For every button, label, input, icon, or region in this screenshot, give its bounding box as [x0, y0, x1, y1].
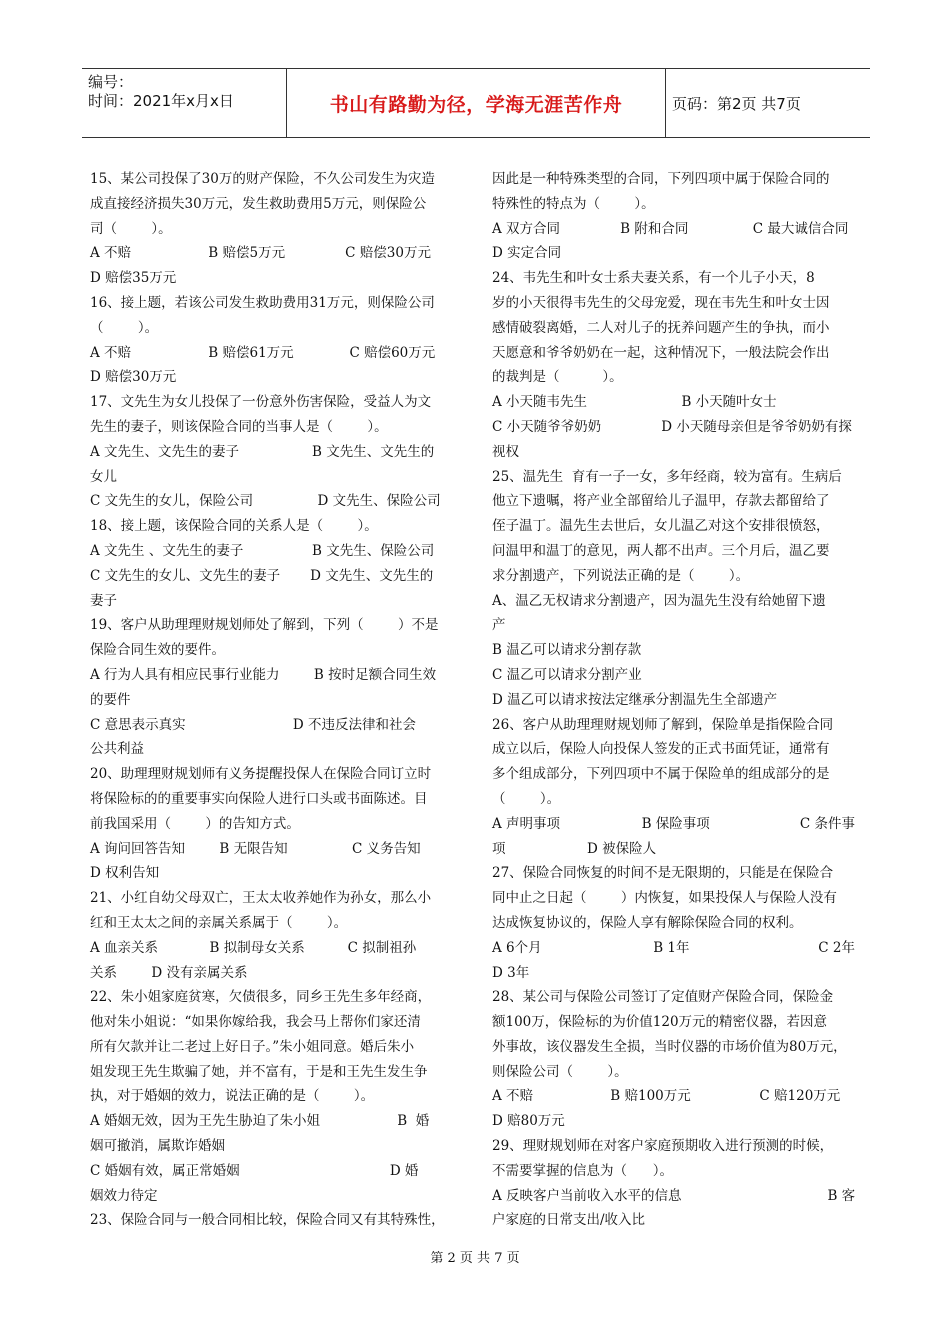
- text-line: 外事故，该仪器发生全损，当时仪器的市场价值为80万元，: [492, 1038, 847, 1055]
- text-line: 产: [492, 617, 506, 634]
- document-number: 编号：: [88, 73, 134, 91]
- header-info: [82, 69, 287, 137]
- text-line: 21、小红自幼父母双亡，王太太收养她作为孙女，那么小: [90, 890, 432, 907]
- text-line: A 小天随韦先生 B 小天随叶女士: [492, 394, 777, 411]
- text-line: 因此是一种特殊类型的合同，下列四项中属于保险合同的: [492, 171, 830, 187]
- document-date: 时间：2021年x月x日: [88, 92, 234, 110]
- text-line: 视权: [492, 443, 519, 460]
- text-line: 17、文先生为女儿投保了一份意外伤害保险，受益人为文: [90, 394, 432, 411]
- text-line: 姻可撤消，属欺诈婚姻: [90, 1138, 225, 1155]
- text-line: B 温乙可以请求分割存款: [492, 642, 642, 659]
- text-line: A 询问回答告知 B 无限告知 C 义务告知: [90, 840, 421, 857]
- text-line: C 文先生的女儿，保险公司 D 文先生、保险公司: [90, 493, 441, 510]
- text-line: （ ）。: [90, 319, 159, 336]
- text-line: 先生的妻子，则该保险合同的当事人是（ ）。: [90, 418, 388, 435]
- text-line: D 3年: [492, 964, 530, 981]
- text-line: 司（ ）。: [90, 220, 172, 237]
- text-line: D 实定合同: [492, 245, 562, 262]
- header-page-number: 页码：第2页 共7页: [672, 94, 801, 113]
- text-line: C 小天随爷爷奶奶 D 小天随母亲但是爷爷奶奶有探: [492, 418, 852, 435]
- text-line: 妻子: [90, 592, 117, 609]
- text-line: C 意思表示真实 D 不违反法律和社会: [90, 716, 417, 733]
- text-line: 15、某公司投保了30万的财产保险，不久公司发生为灾造: [90, 171, 435, 187]
- text-line: D 赔偿35万元: [90, 270, 177, 287]
- text-line: A 反映客户当前收入水平的信息 B 客: [492, 1187, 856, 1204]
- text-line: A 婚姻无效，因为王先生胁迫了朱小姐 B 婚: [90, 1113, 430, 1130]
- right-column: [492, 167, 864, 1233]
- text-line: 成直接经济损失30万元，发生救助费用5万元，则保险公: [90, 195, 427, 212]
- text-line: 则保险公司（ ）。: [492, 1063, 628, 1080]
- text-line: A 文先生、文先生的妻子 B 文先生、文先生的: [90, 443, 435, 460]
- text-line: 姻效力待定: [90, 1187, 158, 1204]
- text-line: 16、接上题，若该公司发生救助费用31万元，则保险公司: [90, 294, 435, 311]
- text-line: A 文先生 、文先生的妻子 B 文先生、保险公司: [90, 542, 435, 559]
- text-line: 的裁判是（ ）。: [492, 369, 623, 386]
- text-line: D 赔80万元: [492, 1113, 565, 1130]
- text-line: 所有欠款并让二老过上好日子。”朱小姐同意。婚后朱小: [90, 1038, 415, 1055]
- text-line: 不需要掌握的信息为（ ）。: [492, 1162, 673, 1179]
- text-line: 保险合同生效的要件。: [90, 642, 225, 659]
- text-line: 18、接上题，该保险合同的关系人是（ ）。: [90, 518, 378, 535]
- text-line: A 声明事项 B 保险事项 C 条件事: [492, 815, 856, 832]
- text-line: 27、保险合同恢复的时间不是无限期的，只能是在保险合: [492, 865, 834, 882]
- text-line: 求分割遗产，下列说法正确的是（ ）。: [492, 567, 750, 584]
- text-line: 关系 D 没有亲属关系: [90, 964, 248, 981]
- text-line: （ ）。: [492, 790, 561, 807]
- left-column: [90, 167, 460, 1233]
- text-line: 22、朱小姐家庭贫寒，欠债很多，同乡王先生多年经商，: [90, 989, 432, 1006]
- text-line: 前我国采用（ ）的告知方式。: [90, 815, 300, 832]
- text-line: 23、保险合同与一般合同相比较，保险合同又有其特殊性，: [90, 1212, 445, 1229]
- text-line: 26、客户从助理理财规划师了解到，保险单是指保险合同: [492, 716, 834, 733]
- text-line: 特殊性的特点为（ ）。: [492, 195, 655, 212]
- text-line: 天愿意和爷爷奶奶在一起，这种情况下，一般法院会作出: [492, 344, 830, 361]
- text-line: 红和王太太之间的亲属关系属于（ ）。: [90, 914, 348, 931]
- text-line: 执，对于婚姻的效力，说法正确的是（ ）。: [90, 1088, 375, 1105]
- text-line: 公共利益: [90, 741, 144, 758]
- text-line: 项 D 被保险人: [492, 840, 657, 857]
- text-line: 岁的小天很得韦先生的父母宠爱，现在韦先生和叶女士因: [492, 294, 830, 311]
- text-line: 女儿: [90, 468, 117, 485]
- text-line: D 赔偿30万元: [90, 369, 177, 386]
- text-line: C 婚姻有效，属正常婚姻 D 婚: [90, 1162, 419, 1179]
- text-line: 户家庭的日常支出/收入比: [492, 1212, 646, 1229]
- text-line: A 双方合同 B 附和合同 C 最大诚信合同: [492, 220, 849, 237]
- text-line: 20、助理理财规划师有义务提醒投保人在保险合同订立时: [90, 766, 432, 783]
- text-line: 姐发现王先生欺骗了她，并不富有，于是和王先生发生争: [90, 1063, 428, 1080]
- text-line: 他对朱小姐说：“如果你嫁给我，我会马上帮你们家还清: [90, 1014, 421, 1031]
- text-line: D 温乙可以请求按法定继承分割温先生全部遗产: [492, 691, 778, 708]
- text-line: 28、某公司与保险公司签订了定值财产保险合同，保险金: [492, 989, 834, 1006]
- text-line: A 6个月 B 1年 C 2年: [492, 939, 855, 956]
- text-line: 额100万，保险标的为价值120万元的精密仪器，若因意: [492, 1014, 828, 1031]
- text-line: 侄子温丁。温先生去世后，女儿温乙对这个安排很愤怒，: [492, 518, 830, 535]
- text-line: 同中止之日起（ ）内恢复，如果投保人与保险人没有: [492, 890, 837, 907]
- text-line: C 温乙可以请求分割产业: [492, 666, 642, 683]
- text-line: C 文先生的女儿、文先生的妻子 D 文先生、文先生的: [90, 567, 434, 584]
- text-line: 将保险标的的重要事实向保险人进行口头或书面陈述。目: [90, 790, 428, 807]
- text-line: 多个组成部分，下列四项中不属于保险单的组成部分的是: [492, 766, 830, 783]
- text-line: A 不赔 B 赔偿61万元 C 赔偿60万元: [90, 344, 436, 361]
- text-line: 25、温先生 育有一子一女，多年经商，较为富有。生病后: [492, 468, 842, 485]
- text-line: A 行为人具有相应民事行业能力 B 按时足额合同生效: [90, 666, 437, 683]
- text-line: A、温乙无权请求分割遗产，因为温先生没有给她留下遗: [492, 592, 826, 609]
- text-line: 19、客户从助理理财规划师处了解到，下列（ ）不是: [90, 617, 439, 634]
- text-line: A 不赔 B 赔100万元 C 赔120万元: [492, 1088, 841, 1105]
- page-footer: 第 2 页 共 7 页: [430, 1251, 520, 1266]
- text-line: 24、韦先生和叶女士系夫妻关系，有一个儿子小天，8: [492, 270, 815, 287]
- text-line: A 不赔 B 赔偿5万元 C 赔偿30万元: [90, 245, 431, 262]
- text-line: 29、理财规划师在对客户家庭预期收入进行预测的时候，: [492, 1138, 834, 1155]
- text-line: 达成恢复协议的，保险人享有解除保险合同的权利。: [492, 914, 803, 931]
- text-line: 他立下遗嘱，将产业全部留给儿子温甲，存款去都留给了: [492, 493, 830, 510]
- text-line: A 血亲关系 B 拟制母女关系 C 拟制祖孙: [90, 939, 417, 956]
- text-line: D 权利告知: [90, 865, 160, 882]
- text-line: 的要件: [90, 691, 131, 708]
- text-line: 成立以后，保险人向投保人签发的正式书面凭证，通常有: [492, 741, 830, 758]
- header-motto: 书山有路勤为径，学海无涯苦作舟: [287, 69, 666, 137]
- page-header: [82, 68, 870, 138]
- text-line: 感情破裂离婚，二人对儿子的抚养问题产生的争执，而小: [492, 319, 830, 336]
- text-line: 问温甲和温丁的意见，两人都不出声。三个月后，温乙要: [492, 542, 830, 559]
